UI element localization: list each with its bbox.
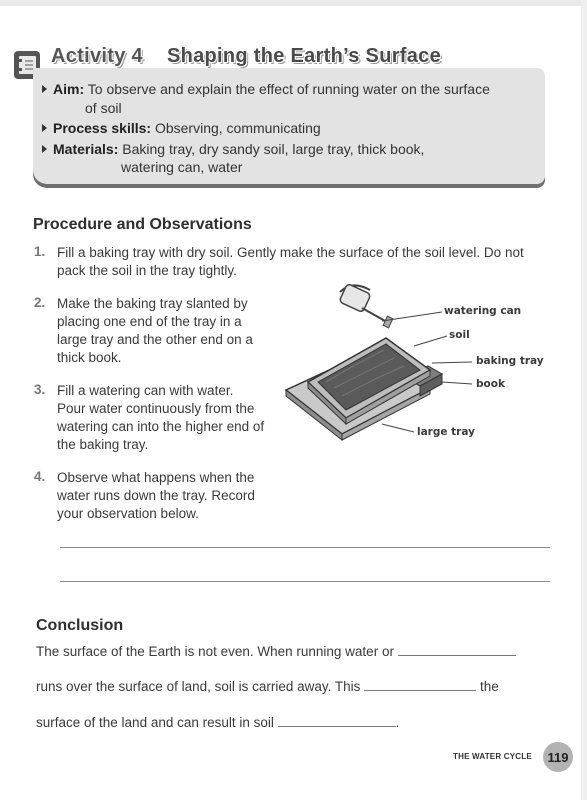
materials-text: Baking tray, dry sandy soil, large tray, thick book, <box>122 141 425 157</box>
conclusion-line-1 <box>36 644 516 659</box>
conclusion-text: The surface of the Earth is not even. When running water or <box>36 644 394 659</box>
step-3-line: Fill a watering can with water. <box>57 383 234 398</box>
activity-info-panel <box>33 68 545 184</box>
conclusion-blank-1[interactable] <box>398 654 516 656</box>
conclusion-text: the <box>479 679 499 694</box>
page-top-edge <box>0 0 587 6</box>
book-leader-line <box>442 382 472 384</box>
step-4-line: water runs down the tray. Record <box>57 488 255 503</box>
step-3-line: Pour water continuously from the <box>57 401 255 416</box>
watering-can-icon <box>339 283 393 327</box>
materials-text-continued: watering can, water <box>121 159 243 175</box>
label-large-tray: large tray <box>417 426 475 438</box>
activity-heading <box>51 45 441 68</box>
conclusion-text: surface of the land and can result in soil <box>36 715 274 730</box>
large-tray-leader-line <box>382 424 414 432</box>
step-2-line: large tray and the other end on a <box>57 332 253 347</box>
materials-label: Materials: <box>53 141 119 157</box>
step-4-line: Observe what happens when the <box>57 470 255 485</box>
page-number: 119 <box>543 742 573 772</box>
step-2-number: 2. <box>34 295 46 310</box>
conclusion-heading: Conclusion <box>36 617 124 634</box>
materials-row <box>53 140 424 158</box>
observation-answer-line[interactable] <box>60 547 550 548</box>
procedure-heading: Procedure and Observations <box>33 216 252 233</box>
step-1-number: 1. <box>34 244 46 259</box>
triangle-bullet-icon <box>42 145 47 153</box>
label-baking-tray: baking tray <box>476 355 544 367</box>
aim-row <box>53 80 490 98</box>
skills-text: Observing, communicating <box>154 120 321 136</box>
triangle-bullet-icon <box>42 85 47 93</box>
soil-leader-line <box>414 336 447 346</box>
label-book: book <box>476 378 505 390</box>
baking-tray-leader-line <box>432 362 472 363</box>
conclusion-period: . <box>395 715 400 730</box>
triangle-bullet-icon <box>42 124 47 132</box>
observation-answer-line[interactable] <box>60 581 550 582</box>
aim-label: Aim: <box>53 81 85 97</box>
step-2-line: Make the baking tray slanted by <box>57 296 248 311</box>
step-4-number: 4. <box>34 469 46 484</box>
conclusion-line-2 <box>36 679 499 694</box>
watering-can-leader-line <box>382 312 442 321</box>
step-3-number: 3. <box>34 382 46 397</box>
step-1-line: pack the soil in the tray tightly. <box>57 263 237 278</box>
step-4-text <box>57 469 255 523</box>
step-3-line: watering can into the higher end of <box>57 419 265 434</box>
conclusion-line-3 <box>36 715 399 730</box>
label-watering-can: watering can <box>444 305 522 317</box>
step-2-text <box>57 295 253 367</box>
conclusion-blank-2[interactable] <box>364 689 476 691</box>
conclusion-blank-3[interactable] <box>278 725 396 727</box>
step-2-line: placing one end of the tray in a <box>57 314 242 329</box>
aim-text: To observe and explain the effect of running water on the surface <box>87 81 490 97</box>
skills-label: Process skills: <box>53 120 152 136</box>
page-right-edge <box>581 0 587 800</box>
step-3-line: the baking tray. <box>57 437 149 452</box>
step-2-line: thick book. <box>57 350 122 365</box>
chapter-name: THE WATER CYCLE <box>453 752 532 761</box>
step-4-line: your observation below. <box>57 506 199 521</box>
skills-row <box>53 119 321 137</box>
label-soil: soil <box>449 329 470 341</box>
conclusion-text: runs over the surface of land, soil is carried away. This <box>36 679 361 694</box>
activity-title: Shaping the Earth’s Surface <box>166 45 442 67</box>
step-3-text <box>57 382 264 454</box>
step-1-line: Fill a baking tray with dry soil. Gently make the surface of the soil level. Do not <box>57 245 524 260</box>
step-1-text <box>57 244 524 280</box>
activity-number: Activity 4 <box>51 45 143 67</box>
aim-text-continued: of soil <box>85 100 122 116</box>
